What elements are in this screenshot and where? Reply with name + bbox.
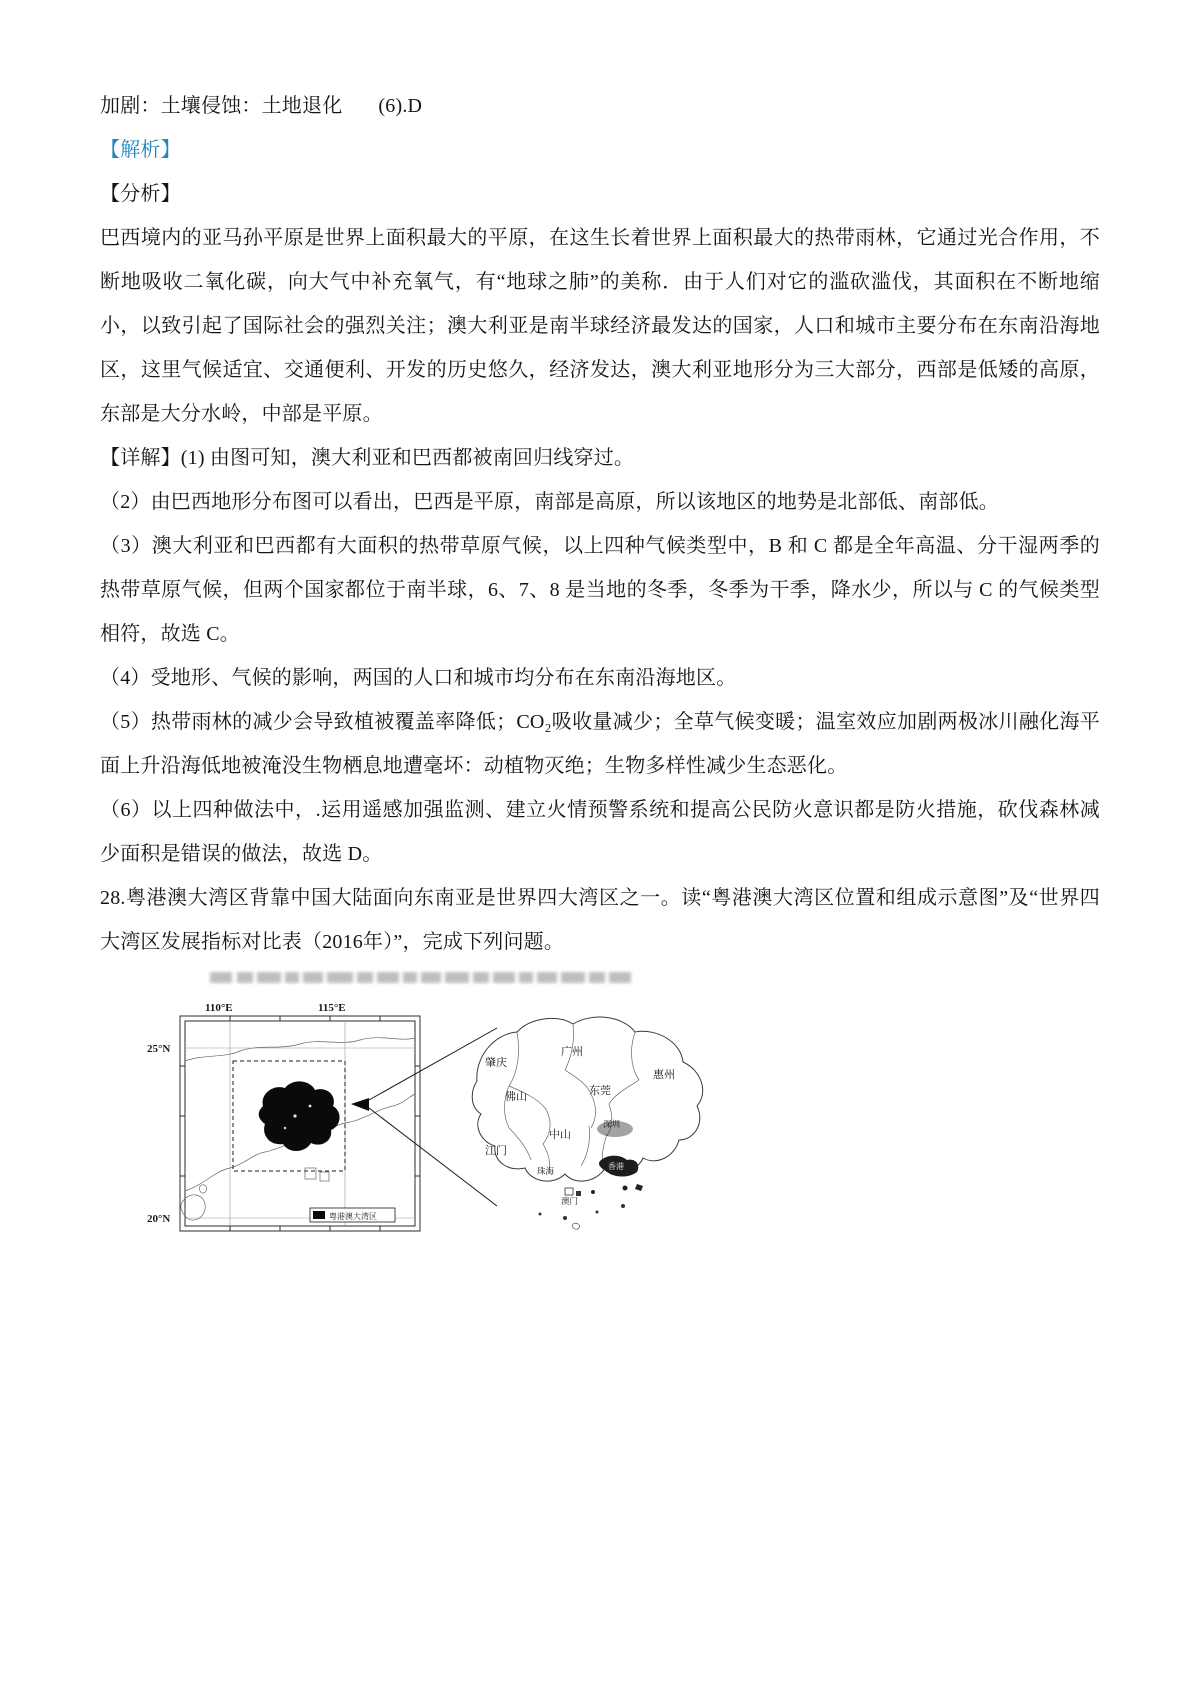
bay-area-filled-region [259,1081,340,1151]
map-label-guangzhou: 广州 [561,1046,583,1058]
lon-label-110e: 110°E [205,1002,233,1014]
detail-paragraph-5: （5）热带雨林的减少会导致植被覆盖率降低；CO₂吸收量减少；全草气候变暖；温室效应加剧两极冰川融化海平面上升沿海低地被淹没生物栖息地遭毫坏：动植物灭绝；生物多样性减少生态恶化。 [100,711,1100,777]
blob-speckle [293,1114,296,1117]
detail-paragraph-3: （3）澳大利亚和巴西都有大面积的热带草原气候，以上四种气候类型中，B 和 C 都是全年高温、分干湿两季的热带草原气候，但两个国家都位于南半球，6、7、8 是当地的冬季，冬季为干季，降水少，所以与 C 的气候类型相符，故选 C。 [100,535,1100,645]
blob-speckle [284,1127,287,1130]
map-label-zhaoqing: 肇庆 [485,1057,507,1069]
zoom-connector [351,1028,497,1206]
small-locator-map [147,1002,420,1231]
map-label-zhongshan: 中山 [549,1129,571,1141]
section-heading-fenxi: 【分析】 [100,183,181,205]
question-28-text: 28.粤港澳大湾区背靠中国大陆面向东南亚是世界四大湾区之一。读“粤港澳大湾区位置和组成示意图”及“世界四大湾区发展指标对比表（2016年）”，完成下列问题。 [100,887,1100,953]
hk-island-3 [591,1190,595,1194]
southern-islets [539,1204,626,1229]
legend [310,1208,395,1222]
lon-label-115e: 115°E [318,1002,346,1014]
document-content [100,84,1100,1271]
map-label-shenzhen: 深圳 [603,1119,621,1129]
map-label-huizhou: 惠州 [653,1069,675,1081]
hk-island [623,1186,628,1191]
blob-speckle [309,1105,312,1108]
tiny-label-box-2 [320,1172,329,1181]
tiny-label-box-1 [305,1168,316,1179]
answer-line-right: (6).D [378,95,423,117]
answer-line [100,84,1100,128]
legend-swatch [313,1211,325,1219]
map-label-foshan: 佛山 [505,1091,527,1103]
analysis-paragraph: 巴西境内的亚马孙平原是世界上面积最大的平原，在这生长着世界上面积最大的热带雨林，它通过光合作用，不断地吸收二氧化碳，向大气中补充氧气，有“地球之肺”的美称．由于人们对它的滥砍滥伐，其面积在不断地缩小，以致引起了国际社会的强烈关注；澳大利亚是南半球经济最发达的国家，人口和城市主要分布在东南沿海地区，这里气候适宜、交通便利、开发的历史悠久，经济发达，澳大利亚地形分为三大部分，西部是低矮的高原，东部是大分水岭，中部是平原。 [100,227,1100,425]
detail-paragraph-2: （2）由巴西地形分布图可以看出，巴西是平原，南部是高原，所以该地区的地势是北部低、南部低。 [100,491,999,513]
province-boundary-north [185,1038,415,1061]
lat-label-25n: 25°N [147,1043,171,1055]
detail-paragraph-1: 【详解】(1) 由图可知，澳大利亚和巴西都被南回归线穿过。 [100,447,635,469]
map-label-macau: 澳门 [561,1196,579,1206]
map-label-jiangmen: 江门 [485,1145,507,1157]
answer-line-left: 加剧：土壤侵蚀：土地退化 [100,95,343,117]
arrowhead-left [351,1098,369,1111]
big-bay-area-map [472,1017,702,1229]
detail-paragraph-4: （4）受地形、气候的影响，两国的人口和城市均分布在东南沿海地区。 [100,667,737,689]
legend-label: 粤港澳大湾区 [329,1212,377,1221]
macau-box-outline [565,1188,573,1195]
lat-label-20n: 20°N [147,1213,171,1225]
islet [200,1185,207,1193]
map-label-hongkong: 香港 [608,1162,624,1171]
hk-island-2 [635,1184,643,1191]
figure-bay-area-map [145,966,745,1271]
detail-paragraph-6: （6）以上四种做法中，.运用遥感加强监测、建立火情预警系统和提高公民防火意识都是防火措施，砍伐森林减少面积是错误的做法，故选 D。 [100,799,1100,865]
map-label-dongguan: 东莞 [589,1085,611,1097]
map-label-zhuhai: 珠海 [537,1166,555,1176]
figure-blurred-caption [210,972,631,983]
section-heading-jiexi: 【解析】 [100,139,181,161]
bay-area-map-svg [145,966,745,1266]
